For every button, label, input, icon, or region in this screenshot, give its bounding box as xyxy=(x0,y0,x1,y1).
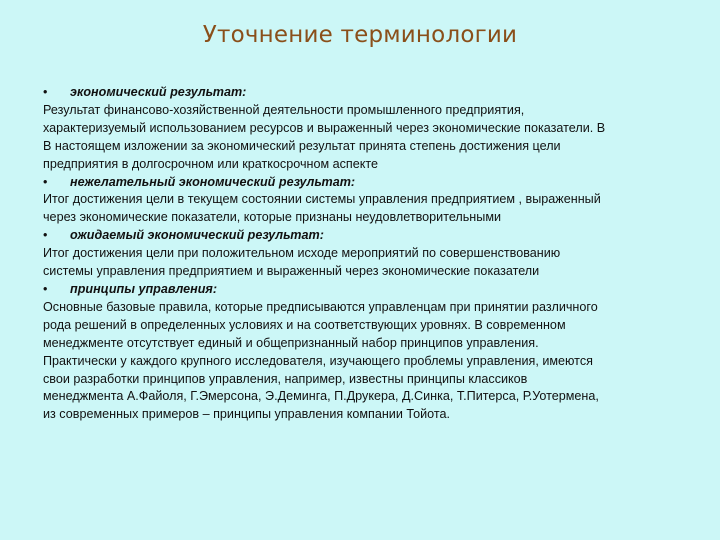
section-undesired-result xyxy=(43,174,683,228)
text-line: Основные базовые правила, которые предписываются управленцам при принятии различного xyxy=(43,299,598,314)
bullet-icon: • xyxy=(43,281,48,296)
text-line: менеджменте отсутствует единый и общепризнанный набор принципов управления. xyxy=(43,335,539,350)
slide-title: Уточнение терминологии xyxy=(202,22,518,48)
text-line: из современных примеров – принципы управления компании Тойота. xyxy=(43,407,450,422)
definition-text xyxy=(43,245,683,281)
text-line: Практически у каждого крупного исследователя, изучающего проблемы управления, имеются xyxy=(43,353,593,368)
text-line: менеджмента А.Файоля, Г.Эмерсона, Э.Деминга, П.Друкера, Д.Синка, Т.Питерса, Р.Уотермена, xyxy=(43,389,599,404)
text-line: системы управления предприятием и выраженный через экономические показатели xyxy=(43,264,540,279)
text-line: свои разработки принципов управления, например, известны принципы классиков xyxy=(43,371,528,386)
definition-text xyxy=(43,191,683,227)
term-heading: принципы управления: xyxy=(70,281,218,296)
text-line: Итог достижения цели в текущем состоянии системы управления предприятием , выраженный xyxy=(43,192,601,207)
term-heading: ожидаемый экономический результат: xyxy=(70,228,324,243)
text-line: рода решений в определенных условиях и на соответствующих уровнях. В современном xyxy=(43,317,566,332)
section-management-principles xyxy=(43,281,683,424)
text-line: характеризуемый использованием ресурсов и выраженный через экономические показатели. В xyxy=(43,120,606,135)
text-line: Результат финансово-хозяйственной деятельности промышленного предприятия, xyxy=(43,102,525,117)
slide-content xyxy=(43,84,683,424)
bullet-item xyxy=(43,281,683,299)
term-heading: экономический результат: xyxy=(70,85,247,99)
definition-text xyxy=(43,299,683,424)
text-line: Итог достижения цели при положительном исходе мероприятий по совершенствованию xyxy=(43,246,561,261)
section-economic-result xyxy=(43,84,683,174)
bullet-icon: • xyxy=(43,85,48,99)
bullet-icon: • xyxy=(43,228,48,243)
text-line: через экономические показатели, которые признаны неудовлетворительными xyxy=(43,210,502,225)
bullet-item xyxy=(43,84,683,102)
definition-text xyxy=(43,102,683,174)
bullet-icon: • xyxy=(43,174,48,189)
text-line: В настоящем изложении за экономический результат принята степень достижения цели xyxy=(43,138,561,153)
bullet-item xyxy=(43,227,683,245)
section-expected-result xyxy=(43,227,683,281)
text-line: предприятия в долгосрочном или краткосрочном аспекте xyxy=(43,156,379,171)
term-heading: нежелательный экономический результат: xyxy=(70,174,356,189)
bullet-item xyxy=(43,174,683,192)
